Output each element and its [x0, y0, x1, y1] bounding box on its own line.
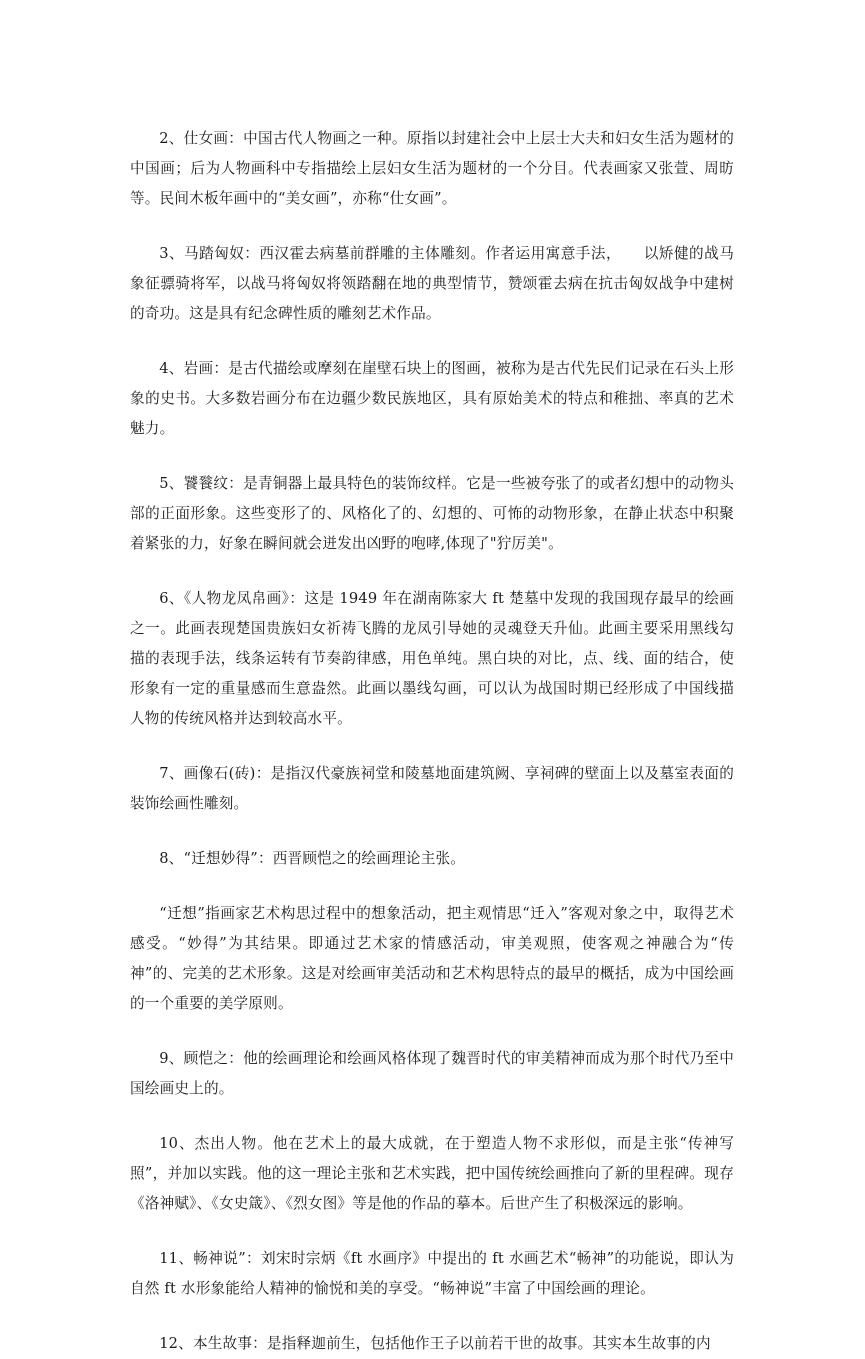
paragraph-matahongnu: 3、马踏匈奴：西汉霍去病墓前群雕的主体雕刻。作者运用寓意手法， 以矫健的战马象征骠骑将军，以战马将匈奴将领踏翻在地的典型情节，赞颂霍去病在抗击匈奴战争中建树的奇功。这是具有纪念碑性质的雕刻艺术作品。 [130, 245, 734, 322]
paragraph-shinvhua: 2、仕女画：中国古代人物画之一种。原指以封建社会中上层士大夫和妇女生活为题材的中国画；后为人物画科中专指描绘上层妇女生活为题材的一个分目。代表画家又张萱、周昉等。民间木板年画中的“美女画”，亦称“仕女画”。 [130, 130, 734, 207]
paragraph-changshenshuo: 11、畅神说”：刘宋时宗炳《ft 水画序》中提出的 ft 水画艺术“畅神”的功能说，即认为自然 ft 水形象能给人精神的愉悦和美的享受。“畅神说”丰富了中国绘画的理论。 [130, 1250, 734, 1297]
paragraph-bensheng-gushi: 12、本生故事：是指释迦前生，包括他作王子以前若干世的故事。其实本生故事的内 [159, 1335, 711, 1352]
paragraph-jiechu-renwu: 10、杰出人物。他在艺术上的最大成就，在于塑造人物不求形似，而是主张“传神写照”，并加以实践。他的这一理论主张和艺术实践，把中国传统绘画推向了新的里程碑。现存《洛神赋》、《女史箴》、《烈女图》等是他的作品的摹本。后世产生了积极深远的影响。 [130, 1135, 734, 1212]
paragraph-huaxiangshi: 7、画像石(砖)：是指汉代豪族祠堂和陵墓地面建筑阙、享祠碑的壁面上以及墓室表面的装饰绘画性雕刻。 [130, 765, 734, 812]
paragraph-qianxiang-explanation: “迁想”指画家艺术构思过程中的想象活动，把主观情思“迁入”客观对象之中，取得艺术感受。“妙得”为其结果。即通过艺术家的情感活动，审美观照，使客观之神融合为“传神”的、完美的艺术形象。这是对绘画审美活动和艺术构思特点的最早的概括，成为中国绘画的一个重要的美学原则。 [130, 905, 734, 1012]
paragraph-qianxiang-miaode: 8、“迁想妙得”：西晋顾恺之的绘画理论主张。 [159, 850, 466, 867]
paragraph-yanhua: 4、岩画：是古代描绘或摩刻在崖壁石块上的图画，被称为是古代先民们记录在石头上形象的史书。大多数岩画分布在边疆少数民族地区，具有原始美术的特点和稚拙、率真的艺术魅力。 [130, 360, 734, 437]
paragraph-renwu-longfeng-bohua: 6、《人物龙凤帛画》：这是 1949 年在湖南陈家大 ft 楚墓中发现的我国现存最早的绘画之一。此画表现楚国贵族妇女祈祷飞腾的龙凤引导她的灵魂登天升仙。此画主要采用黑线勾描的表现手法，线条运转有节奏韵律感，用色单纯。黑白块的对比，点、线、面的结合，使形象有一定的重量感而生意盎然。此画以墨线勾画，可以认为战国时期已经形成了中国线描人物的传统风格并达到较高水平。 [130, 590, 734, 727]
paragraph-gukaizhi: 9、顾恺之：他的绘画理论和绘画风格体现了魏晋时代的审美精神而成为那个时代乃至中国绘画史上的。 [130, 1050, 734, 1097]
paragraph-taotiewen: 5、饕餮纹：是青铜器上最具特色的装饰纹样。它是一些被夸张了的或者幻想中的动物头部的正面形象。这些变形了的、风格化了的、幻想的、可怖的动物形象，在静止状态中积聚着紧张的力，好象在瞬间就会迸发出凶野的咆哮,体现了"狞厉美"。 [130, 475, 734, 552]
document-body [130, 124, 734, 1359]
